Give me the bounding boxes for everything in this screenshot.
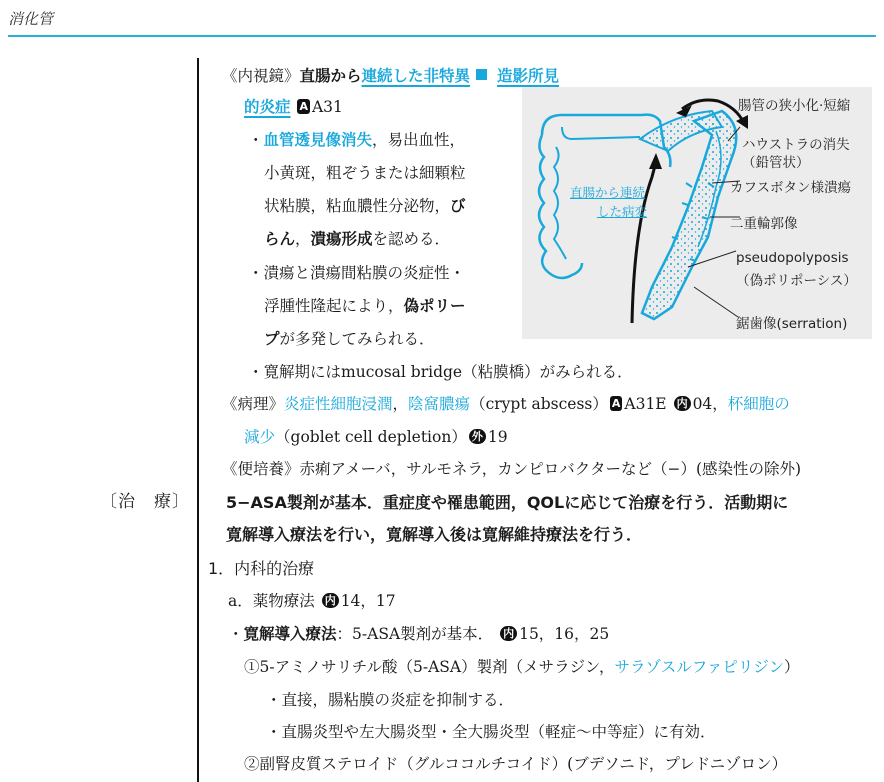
induction-therapy: ・寛解導入療法：5-ASA製剤が基本． 内 15，16，25 <box>228 625 610 643</box>
bullet-2-l3 <box>264 327 435 349</box>
annotation-serration: 鋸歯像(serration) <box>736 316 848 332</box>
bullet-2-l3a: プ <box>264 330 280 348</box>
treatment-side-label: 〔治 療〕 <box>100 492 190 512</box>
bullet-1-l4a: らん <box>264 230 296 248</box>
bullet-1-l4c: 潰瘍形成 <box>310 230 373 248</box>
treatment-h2-text: a．薬物療法 <box>228 592 315 610</box>
bullet-1-l4d: を認める． <box>372 230 451 248</box>
induction-bold: 寛解導入療法 <box>243 625 337 643</box>
five-asa-text: ①5-アミノサリチル酸（5-ASA）製剤（メサラジン， <box>244 658 615 676</box>
pathology-paren: （crypt abscess） <box>470 395 608 413</box>
bullet-1-l3a: 状粘膜，粘血膿性分泌物， <box>264 197 451 215</box>
annotation-narrowing: 腸管の狭小化·短縮 <box>738 98 851 114</box>
square-bullet-icon <box>476 69 487 80</box>
bullet-1-l3 <box>264 194 466 216</box>
pathology-blue1: 炎症性細胞浸潤 <box>284 395 393 413</box>
note-continuous-l2: した病変 <box>597 204 648 219</box>
five-asa-bullet2: ・直腸炎型や左大腸炎型・全大腸炎型（軽症〜中等症）に有効． <box>266 723 716 741</box>
ref-naika-icon: 内 <box>322 593 339 608</box>
bullet-2-l3b: が多発してみられる． <box>279 330 435 348</box>
colon-diagram <box>522 87 872 339</box>
pathology-blue3: 杯細胞の <box>727 395 790 413</box>
endoscopy-intro: 直腸から <box>299 67 362 85</box>
pathology-ref2: 04， <box>692 395 728 413</box>
endoscopy-blue1: 連続した非特異 <box>361 67 471 85</box>
five-asa-blue: サラゾスルファピリジン <box>614 658 784 676</box>
pathology-blue4: 減少 <box>244 428 276 446</box>
endoscopy-label: 《内視鏡》 <box>222 67 300 85</box>
pathology-paren2: （goblet cell depletion） <box>275 428 467 446</box>
induction-ref: 15，16，25 <box>519 625 610 643</box>
pathology-line1 <box>222 392 790 414</box>
annotation-lead-pipe: （鉛管状） <box>742 155 810 171</box>
endoscopy-blue2: 的炎症 <box>244 98 291 116</box>
treatment-summary-l1: 5−ASA製剤が基本．重症度や罹患範囲，QOLに応じて治療を行う．活動期に <box>226 493 789 512</box>
bullet-1-l3b: び <box>450 197 466 215</box>
five-asa-item <box>244 655 800 677</box>
bullet-3: ・寛解期にはmucosal bridge（粘膜橋）がみられる． <box>248 363 633 381</box>
ref-a-icon: A <box>299 100 308 113</box>
bullet-1-l4 <box>264 227 450 249</box>
pathology-sep: ， <box>392 395 409 413</box>
stool-culture: 《便培養》赤痢アメーバ，サルモネラ，カンピロバクターなど（−）(感染性の除外) <box>222 460 802 478</box>
page-header-title: 消化管 <box>8 10 54 28</box>
ref-naika-icon: 内 <box>500 626 517 641</box>
ref-naika-icon: 内 <box>674 396 691 411</box>
ref-geka-icon: 外 <box>469 429 486 444</box>
five-asa-bullet1: ・直接，腸粘膜の炎症を抑制する． <box>266 691 515 709</box>
five-asa-bullet2-text: 直腸炎型や左大腸炎型・全大腸炎型（軽症〜中等症）に有効． <box>281 723 716 741</box>
annotation-pseudopolyposis: pseudopolyposis <box>736 250 849 266</box>
bullet-2-l1-text: 潰瘍と潰瘍間粘膜の炎症性・ <box>263 264 466 282</box>
annotation-haustra-loss: ハウストラの消失 <box>742 137 850 153</box>
steroid-item: ②副腎皮質ステロイド（グルココルチコイド）(ブデソニド，プレドニゾロン） <box>244 755 788 773</box>
five-asa-bullet1-text: 直接，腸粘膜の炎症を抑制する． <box>281 691 515 709</box>
pathology-ref1: A31E <box>624 395 667 413</box>
endoscopy-heading-l2 <box>244 95 343 117</box>
treatment-h2 <box>228 589 396 611</box>
bullet-1-l1: ・血管透見像消失，易出血性， <box>248 131 466 149</box>
column-divider <box>197 58 199 782</box>
endoscopy-heading <box>222 64 559 86</box>
treatment-h2-ref: 14，17 <box>340 592 396 610</box>
annotation-collar-button-ulcer: カフスボタン様潰瘍 <box>730 180 851 196</box>
ref-a31: A31 <box>311 98 343 116</box>
induction-rest: ：5-ASA製剤が基本． <box>336 625 494 643</box>
bullet-1-blue: 血管透見像消失 <box>263 131 373 149</box>
pathology-line2 <box>244 425 508 447</box>
ref-a-icon: A <box>611 397 621 410</box>
treatment-summary-l2: 寛解導入療法を行い，寛解導入後は寛解維持療法を行う． <box>226 525 643 544</box>
bullet-2-l1: ・潰瘍と潰瘍間粘膜の炎症性・ <box>248 264 466 282</box>
annotation-double-contour: 二重輪郭像 <box>730 216 798 232</box>
note-continuous-l1: 直腸から連続 <box>570 185 646 200</box>
pathology-label: 《病理》 <box>222 395 285 413</box>
bullet-2-l2b: 偽ポリー <box>403 297 466 315</box>
treatment-h1: 1．内科的治療 <box>208 559 315 578</box>
pathology-blue2: 陰窩膿瘍 <box>408 395 471 413</box>
five-asa-close: ） <box>784 658 800 676</box>
bullet-1-l2: 小黄斑，粗ぞうまたは細顆粒 <box>264 164 466 182</box>
bullet-3-text: 寛解期にはmucosal bridge（粘膜橋）がみられる． <box>263 363 633 381</box>
bullet-1-l4b: ， <box>295 230 311 248</box>
bullet-2-l2a: 浮腫性隆起により， <box>264 297 404 315</box>
section-title-contrast: 造影所見 <box>497 67 560 85</box>
pathology-ref3: 19 <box>487 428 508 446</box>
annotation-pseudopolyposis-jp: （偽ポリポーシス） <box>736 273 857 289</box>
header-rule <box>8 35 876 37</box>
bullet-1-rest: ，易出血性， <box>372 131 466 149</box>
bullet-2-l2 <box>264 294 466 316</box>
